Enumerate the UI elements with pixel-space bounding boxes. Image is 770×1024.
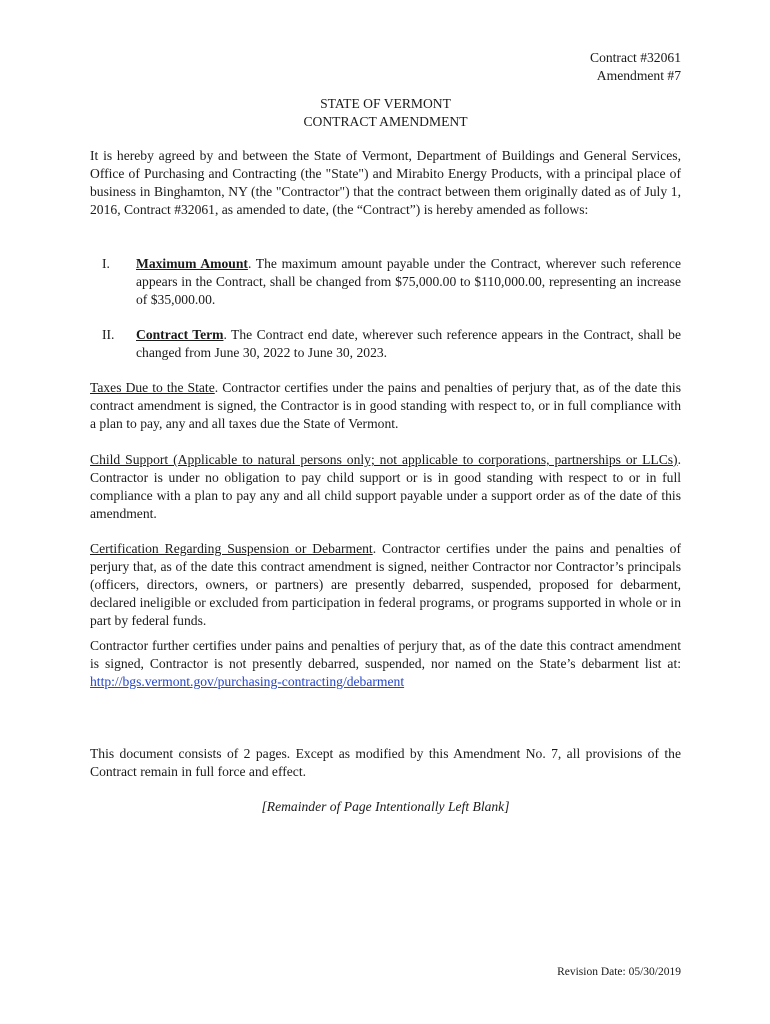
remainder-note: [Remainder of Page Intentionally Left Blank] xyxy=(261,799,510,814)
amendment-number: Amendment #7 xyxy=(596,68,681,83)
item-body xyxy=(136,326,681,362)
taxes-text: . Contractor certifies under the pains and penalties of perjury that, as of the date this contract amendment is signed, the Contractor is in good standing with respect to, or in full compliance with a plan to pay, any and all taxes due the State of Vermont. xyxy=(90,380,681,431)
taxes-heading: Taxes Due to the State xyxy=(90,380,215,395)
child-support-paragraph xyxy=(90,451,681,523)
item-text: . The Contract end date, wherever such reference appears in the Contract, shall be changed from June 30, 2022 to June 30, 2023. xyxy=(136,327,681,360)
further-cert-text: Contractor further certifies under pains and penalties of perjury that, as of the date this contract amendment is signed, Contractor is not presently debarred, suspended, nor named on the State’s debarment list at: xyxy=(90,638,681,671)
intro-paragraph: It is hereby agreed by and between the State of Vermont, Department of Buildings and General Services, Office of Purchasing and Contracting (the "State") and Mirabito Energy Products, with a principal place of business in Binghamton, NY (the "Contractor") that the contract between them originally dated as of July 1, 2016, Contract #32061, as amended to date, (the “Contract”) is hereby amended as follows: xyxy=(90,148,681,217)
debarment-link[interactable]: http://bgs.vermont.gov/purchasing-contracting/debarment xyxy=(90,674,405,689)
contract-header xyxy=(500,49,681,85)
further-certification-paragraph xyxy=(90,637,681,691)
certification-text: . Contractor certifies under the pains and penalties of perjury that, as of the date this contract amendment is signed, neither Contractor nor Contractor’s principals (officers, directors, owners, or partners) are presently debarred, suspended, proposed for debarment, declared ineligible or excluded from participation in federal programs, or programs supported in whole or in part by federal funds. xyxy=(90,541,681,628)
pages-note-paragraph: This document consists of 2 pages. Except as modified by this Amendment No. 7, all provisions of the Contract remain in full force and effect. xyxy=(90,746,681,779)
item-heading: Contract Term xyxy=(136,327,224,342)
child-support-heading: Child Support (Applicable to natural persons only; not applicable to corporations, partnerships or LLCs) xyxy=(90,452,678,467)
child-support-text: . Contractor is under no obligation to pay child support or is in good standing with respect to or in full compliance with a plan to pay any and all child support payable under a support order as of the date of this amendment. xyxy=(90,452,681,521)
title-amendment: CONTRACT AMENDMENT xyxy=(303,114,468,129)
document-title xyxy=(90,95,681,131)
item-heading: Maximum Amount xyxy=(136,256,248,271)
revision-date: Revision Date: 05/30/2019 xyxy=(557,966,681,978)
title-state: STATE OF VERMONT xyxy=(320,96,451,111)
taxes-paragraph xyxy=(90,379,681,433)
item-numeral: II. xyxy=(102,327,115,342)
item-text: . The maximum amount payable under the Contract, wherever such reference appears in the Contract, shall be changed from $75,000.00 to $110,000.00, representing an increase of $35,000.00. xyxy=(136,256,681,307)
item-numeral: I. xyxy=(102,256,110,271)
certification-heading: Certification Regarding Suspension or Debarment xyxy=(90,541,373,556)
contract-number: Contract #32061 xyxy=(590,50,681,65)
item-body xyxy=(136,255,681,309)
certification-paragraph xyxy=(90,540,681,630)
